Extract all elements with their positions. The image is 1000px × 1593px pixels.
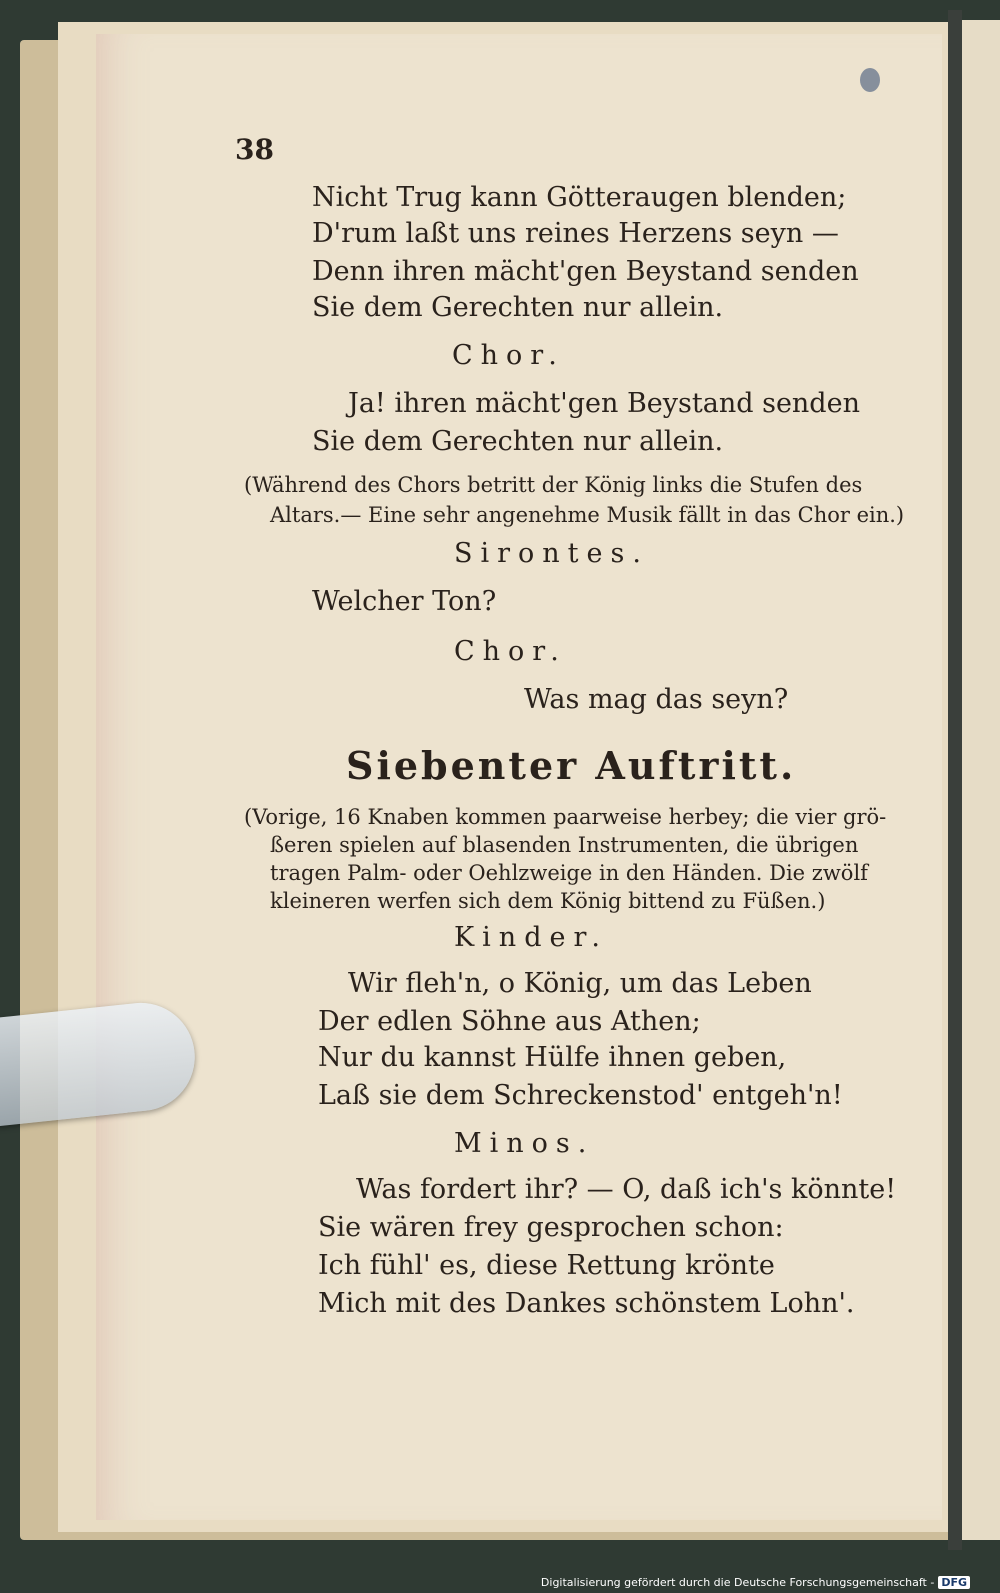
speaker-name: Minos. (454, 1128, 595, 1159)
book-gutter (948, 10, 962, 1550)
dfg-logo: DFG (938, 1576, 970, 1589)
verse-line: Ja! ihren mächt'gen Beystand senden (348, 388, 860, 419)
stage-direction-line: (Vorige, 16 Knaben kommen paarweise herbey; die vier grö- (244, 805, 887, 829)
verse-line: Nur du kannst Hülfe ihnen geben, (318, 1042, 787, 1073)
verse-line: Mich mit des Dankes schönstem Lohn'. (318, 1288, 855, 1319)
speaker-name: Kinder. (454, 922, 608, 953)
verse-line: Nicht Trug kann Götteraugen blenden; (312, 182, 847, 213)
ink-spot (860, 68, 880, 92)
scene-heading: Siebenter Auftritt. (346, 743, 797, 788)
verse-line: Welcher Ton? (312, 586, 497, 617)
verse-line: Sie dem Gerechten nur allein. (312, 426, 724, 457)
page-number: 38 (235, 133, 274, 166)
stage-direction-line: ßeren spielen auf blasenden Instrumenten, die übrigen (270, 833, 859, 857)
verse-line: D'rum laßt uns reines Herzens seyn — (312, 218, 839, 249)
stage-direction-line: kleineren werfen sich dem König bittend zu Füßen.) (270, 889, 826, 913)
verse-line: Der edlen Söhne aus Athen; (318, 1006, 701, 1037)
verse-line: Denn ihren mächt'gen Beystand senden (312, 256, 859, 287)
speaker-name: Chor. (454, 636, 567, 667)
stage-direction-line: (Während des Chors betritt der König links die Stufen des (244, 473, 863, 497)
digitization-footer (541, 1576, 970, 1589)
verse-line: Was fordert ihr? — O, daß ich's könnte! (356, 1174, 897, 1205)
verse-line: Sie wären frey gesprochen schon: (318, 1212, 784, 1243)
verse-line: Sie dem Gerechten nur allein. (312, 292, 724, 323)
verse-line: Ich fühl' es, diese Rettung krönte (318, 1250, 775, 1281)
verse-line: Laß sie dem Schreckenstod' entgeh'n! (318, 1080, 843, 1111)
stage-direction-line: tragen Palm- oder Oehlzweige in den Händen. Die zwölf (270, 861, 868, 885)
stage-direction-line: Altars.— Eine sehr angenehme Musik fällt in das Chor ein.) (270, 503, 905, 527)
speaker-name: Chor. (452, 340, 565, 371)
facing-page-edge (962, 20, 1000, 1540)
footer-text: Digitalisierung gefördert durch die Deutsche Forschungsgemeinschaft - (540, 1576, 935, 1589)
verse-line: Wir fleh'n, o König, um das Leben (348, 968, 812, 999)
speaker-name: Sirontes. (454, 538, 649, 569)
verse-line: Was mag das seyn? (524, 684, 789, 715)
